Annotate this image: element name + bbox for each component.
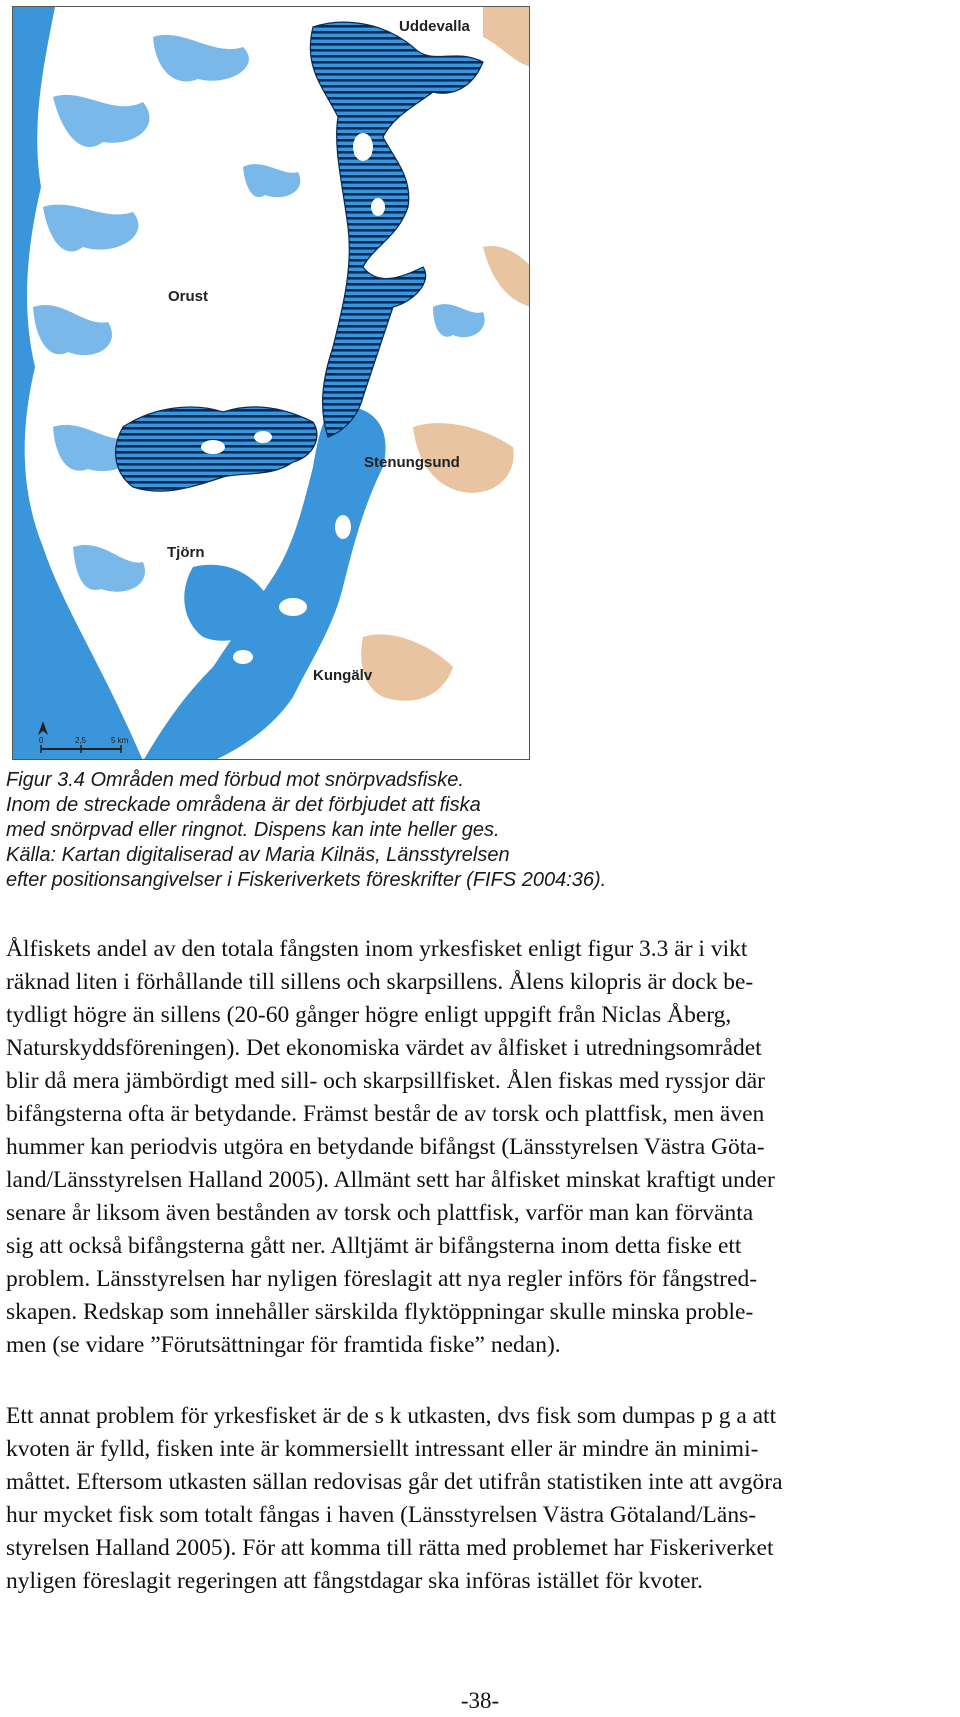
text-line: räknad liten i förhållande till sillens och skarpsillens. Ålens kilopris är dock be- <box>6 969 754 995</box>
text-line: men (se vidare ”Förutsättningar för framtida fiske” nedan). <box>6 1332 561 1358</box>
text-line: blir då mera jämbördigt med sill- och skarpsillfisket. Ålen fiskas med ryssjor där <box>6 1068 766 1094</box>
paragraph-eel-fishing <box>6 933 950 1362</box>
text-line: bifångsterna ofta är betydande. Främst består de av torsk och plattfisk, men även <box>6 1101 765 1127</box>
text-line: Ålfiskets andel av den totala fångsten inom yrkesfisket enligt figur 3.3 är i vikt <box>6 936 748 962</box>
text-line: land/Länsstyrelsen Halland 2005). Allmänt sett har ålfisket minskat kraftigt under <box>6 1167 775 1193</box>
text-line: problem. Länsstyrelsen har nyligen föreslagit att nya regler införs för fångstred- <box>6 1266 758 1292</box>
coastal-waters <box>53 95 149 147</box>
text-line: hur mycket fisk som totalt fångas i haven (Länsstyrelsen Västra Götaland/Läns- <box>6 1502 757 1528</box>
page-number: -38- <box>460 1688 500 1713</box>
text-line: senare år liksom även bestånden av torsk och plattfisk, varför man kan förvänta <box>6 1200 754 1226</box>
restricted-area-north <box>310 22 483 437</box>
text-line: skapen. Redskap som innehåller särskilda flyktöppningar skulle minska proble- <box>6 1299 754 1325</box>
caption-line: Inom de streckade områdena är det förbjudet att fiska <box>6 794 481 816</box>
text-line: styrelsen Halland 2005). För att komma till rätta med problemet har Fiskeriverket <box>6 1535 774 1561</box>
text-line: sig att också bifångsterna gått ner. Alltjämt är bifångsterna inom detta fiske ett <box>6 1233 742 1259</box>
place-orust: Orust <box>168 288 209 305</box>
scale-end: 5 km <box>111 736 129 745</box>
place-kungalv: Kungälv <box>313 667 373 684</box>
figure-caption <box>6 768 906 893</box>
text-line: Naturskyddsföreningen). Det ekonomiska värdet av ålfisket i utredningsområdet <box>6 1035 762 1061</box>
scale-mid: 2,5 <box>75 736 87 745</box>
text-line: måttet. Eftersom utkasten sällan redovisas går det utifrån statistiken inte att avgöra <box>6 1469 783 1495</box>
place-tjorn: Tjörn <box>167 544 205 561</box>
place-stenungsund: Stenungsund <box>364 454 460 471</box>
text-line: hummer kan periodvis utgöra en betydande bifångst (Länsstyrelsen Västra Göta- <box>6 1134 765 1160</box>
town-kungalv <box>361 634 453 700</box>
caption-line: med snörpvad eller ringnot. Dispens kan inte heller ges. <box>6 819 500 841</box>
fishing-ban-map <box>12 6 530 760</box>
caption-line: efter positionsangivelser i Fiskeriverkets föreskrifter (FIFS 2004:36). <box>6 869 607 891</box>
text-line: nyligen föreslagit regeringen att fångstdagar ska införas istället för kvoter. <box>6 1568 703 1594</box>
text-line: kvoten är fylld, fisken inte är kommersiellt intressant eller är mindre än minimi- <box>6 1436 759 1462</box>
town-uddevalla <box>483 7 530 67</box>
scale-zero: 0 <box>39 736 44 745</box>
map-graphic <box>13 7 530 760</box>
caption-line: Figur 3.4 Områden med förbud mot snörpvadsfiske. <box>6 769 464 791</box>
caption-line: Källa: Kartan digitaliserad av Maria Kilnäs, Länsstyrelsen <box>6 844 510 866</box>
text-line: tydligt högre än sillens (20-60 gånger högre enligt uppgift från Niclas Åberg, <box>6 1002 732 1028</box>
paragraph-discards <box>6 1400 950 1598</box>
place-uddevalla: Uddevalla <box>399 18 470 35</box>
text-line: Ett annat problem för yrkesfisket är de s k utkasten, dvs fisk som dumpas p g a att <box>6 1403 777 1429</box>
